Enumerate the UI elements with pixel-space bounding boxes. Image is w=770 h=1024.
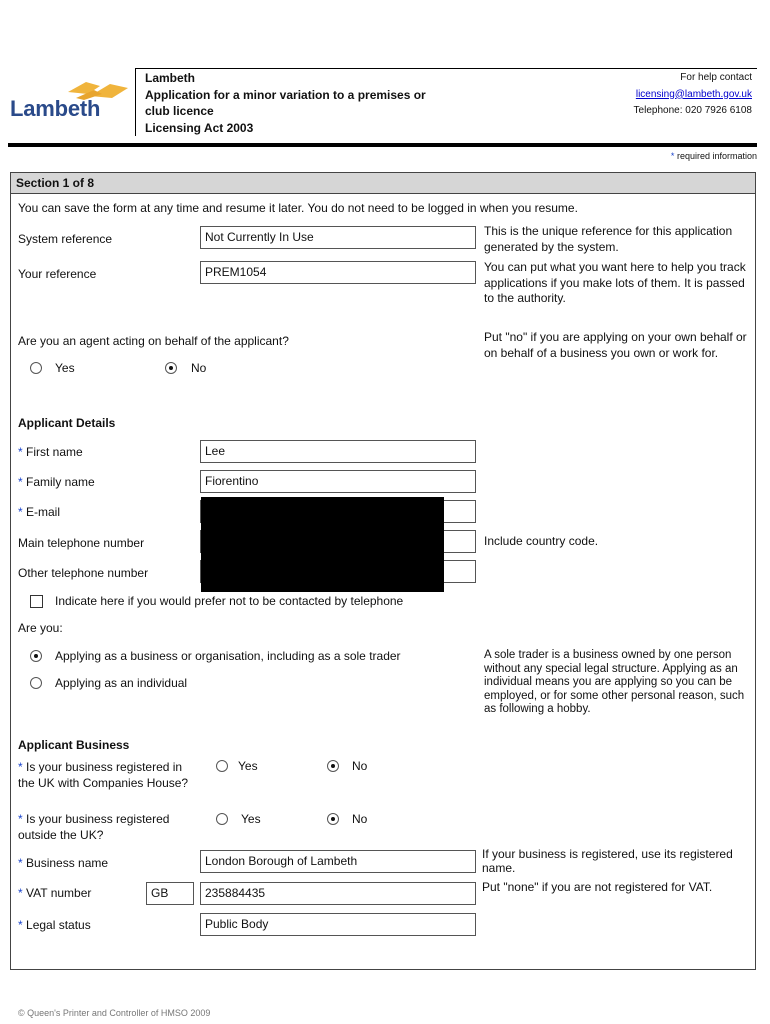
- system-reference-field: Not Currently In Use: [200, 226, 476, 249]
- required-info-label: required information: [676, 151, 757, 161]
- no-phone-contact-label: Indicate here if you would prefer not to be contacted by telephone: [55, 594, 404, 608]
- outside-uk-yes-label: Yes: [241, 812, 261, 826]
- help-phone: Telephone: 020 7926 6108: [633, 105, 752, 116]
- agent-yes-radio[interactable]: [30, 362, 42, 374]
- your-reference-label: Your reference: [18, 267, 97, 281]
- agent-no-label: No: [191, 361, 207, 375]
- applicant-business-heading: Applicant Business: [18, 738, 130, 752]
- uk-registered-label: [18, 759, 193, 791]
- first-name-label: [18, 445, 83, 459]
- business-name-label-text: Business name: [26, 856, 109, 870]
- legal-status-label: [18, 918, 91, 932]
- agent-no-radio[interactable]: [165, 362, 177, 374]
- outside-uk-label-text: Is your business registered outside the UK?: [18, 812, 170, 842]
- form-title-line: club licence: [145, 104, 214, 118]
- required-star-icon: *: [18, 760, 23, 774]
- required-star-icon: *: [18, 812, 23, 826]
- vat-number-input[interactable]: 235884435: [200, 882, 476, 905]
- form-title: [145, 70, 426, 136]
- uk-registered-label-text: Is your business registered in the UK with Companies House?: [18, 760, 189, 790]
- main-phone-hint: Include country code.: [484, 534, 599, 548]
- email-label: [18, 505, 60, 519]
- your-reference-hint: You can put what you want here to help you track applications if you make lots of them. It is passed to the authority.: [484, 260, 746, 305]
- individual-radio[interactable]: [30, 677, 42, 689]
- business-name-label: [18, 856, 108, 870]
- uk-registered-no-label: No: [352, 759, 368, 773]
- vat-number-label: [18, 886, 91, 900]
- required-star-icon: *: [670, 151, 675, 161]
- your-reference-input[interactable]: PREM1054: [200, 261, 476, 284]
- family-name-input[interactable]: Fiorentino: [200, 470, 476, 493]
- agent-question: Are you an agent acting on behalf of the applicant?: [18, 334, 289, 348]
- family-name-label-text: Family name: [26, 475, 95, 489]
- help-label: For help contact: [680, 72, 752, 83]
- outside-uk-no-label: No: [352, 812, 368, 826]
- redaction-block: [201, 497, 444, 592]
- email-label-text: E-mail: [26, 505, 61, 519]
- individual-option-label: Applying as an individual: [55, 676, 188, 690]
- required-star-icon: *: [18, 445, 23, 459]
- required-star-icon: *: [18, 505, 23, 519]
- system-reference-hint: This is the unique reference for this application generated by the system.: [484, 224, 733, 254]
- business-name-input[interactable]: London Borough of Lambeth: [200, 850, 476, 873]
- outside-uk-label: [18, 811, 193, 843]
- system-reference-label: System reference: [18, 232, 113, 246]
- copyright-footer: © Queen's Printer and Controller of HMSO 2009: [18, 1008, 211, 1018]
- legal-status-input[interactable]: Public Body: [200, 913, 476, 936]
- no-phone-contact-checkbox[interactable]: [30, 595, 43, 608]
- family-name-label: [18, 475, 95, 489]
- required-star-icon: *: [18, 475, 23, 489]
- required-star-icon: *: [18, 918, 23, 932]
- lambeth-logo: Lambeth: [10, 96, 101, 121]
- required-star-icon: *: [18, 856, 23, 870]
- vat-number-label-text: VAT number: [26, 886, 92, 900]
- are-you-question: Are you:: [18, 621, 63, 635]
- required-star-icon: *: [18, 886, 23, 900]
- legal-status-label-text: Legal status: [26, 918, 91, 932]
- uk-registered-yes-label: Yes: [238, 759, 258, 773]
- business-name-hint: If your business is registered, use its registered name.: [482, 847, 733, 875]
- other-phone-label: Other telephone number: [18, 566, 149, 580]
- first-name-input[interactable]: Lee: [200, 440, 476, 463]
- section-intro: You can save the form at any time and resume it later. You do not need to be logged in when you resume.: [18, 201, 578, 215]
- section-title: Section 1 of 8: [10, 172, 756, 194]
- header-divider: [8, 143, 757, 147]
- main-phone-label: Main telephone number: [18, 536, 145, 550]
- help-contact: [634, 70, 752, 120]
- agent-hint: Put "no" if you are applying on your own behalf or on behalf of a business you own or work for.: [484, 330, 747, 360]
- outside-uk-no-radio[interactable]: [327, 813, 339, 825]
- business-radio[interactable]: [30, 650, 42, 662]
- are-you-hint: A sole trader is a business owned by one person without any special legal structure. Applying as an individual means you are applying so you can be employed, or for some other personal reason, such as following a hobby.: [484, 649, 745, 715]
- outside-uk-yes-radio[interactable]: [216, 813, 228, 825]
- applicant-details-heading: Applicant Details: [18, 416, 116, 430]
- help-email-link[interactable]: licensing@lambeth.gov.uk: [635, 88, 752, 100]
- agent-yes-label: Yes: [55, 361, 75, 375]
- first-name-label-text: First name: [26, 445, 83, 459]
- uk-registered-yes-radio[interactable]: [216, 760, 228, 772]
- form-title-line: Lambeth: [145, 71, 196, 85]
- business-option-label: Applying as a business or organisation, including as a sole trader: [55, 649, 401, 663]
- form-title-line: Application for a minor variation to a premises or: [145, 87, 426, 102]
- vat-country-prefix-input[interactable]: GB: [146, 882, 194, 905]
- uk-registered-no-radio[interactable]: [327, 760, 339, 772]
- form-title-line: Licensing Act 2003: [145, 120, 254, 135]
- vat-number-hint: Put "none" if you are not registered for VAT.: [482, 880, 713, 894]
- required-info-note: [671, 151, 757, 161]
